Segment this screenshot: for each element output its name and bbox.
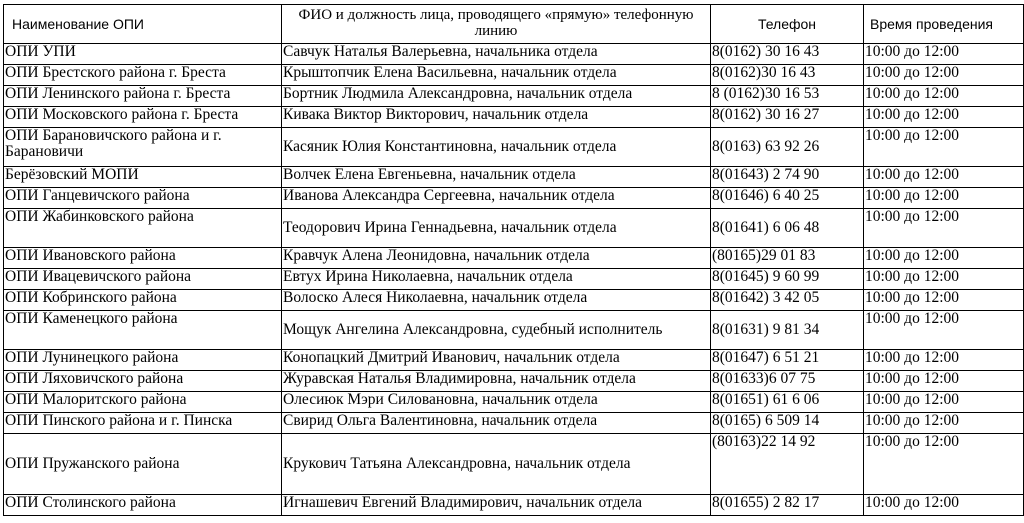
cell-phone: 8(0162) 30 16 27: [711, 107, 864, 128]
table-row: [4, 44, 1024, 65]
cell-name: ОПИ Каменецкого района: [4, 311, 282, 350]
cell-name: ОПИ Малоритского района: [4, 392, 282, 413]
cell-person: Свирид Ольга Валентиновна, начальник отдела: [282, 413, 711, 434]
cell-name: Берёзовский МОПИ: [4, 167, 282, 188]
header-person: ФИО и должность лица, проводящего «прямую» телефонную линию: [282, 5, 711, 44]
cell-time: 10:00 до 12:00: [864, 290, 1024, 311]
cell-name: ОПИ Жабинковского района: [4, 209, 282, 248]
cell-person: Иванова Александра Сергеевна, начальник отдела: [282, 188, 711, 209]
cell-time: 10:00 до 12:00: [864, 392, 1024, 413]
cell-person: Бортник Людмила Александровна, начальник отдела: [282, 86, 711, 107]
cell-person: Касяник Юлия Константиновна, начальник отдела: [282, 128, 711, 167]
header-name: Наименование ОПИ: [4, 5, 282, 44]
cell-phone: 8(01633)6 07 75: [711, 371, 864, 392]
table-body: [4, 44, 1024, 516]
table-row: [4, 350, 1024, 371]
cell-name: ОПИ Кобринского района: [4, 290, 282, 311]
cell-phone: 8(01646) 6 40 25: [711, 188, 864, 209]
table-row: [4, 188, 1024, 209]
table-row: [4, 290, 1024, 311]
cell-time: 10:00 до 12:00: [864, 248, 1024, 269]
cell-phone: 8(01642) 3 42 05: [711, 290, 864, 311]
cell-phone: (80163)22 14 92: [711, 434, 864, 495]
cell-person: Конопацкий Дмитрий Иванович, начальник отдела: [282, 350, 711, 371]
cell-phone: 8(01643) 2 74 90: [711, 167, 864, 188]
header-time: Время проведения: [864, 5, 1024, 44]
cell-name: ОПИ Ляховичского района: [4, 371, 282, 392]
cell-time: 10:00 до 12:00: [864, 167, 1024, 188]
table-row: [4, 434, 1024, 495]
cell-person: Крукович Татьяна Александровна, начальник отдела: [282, 434, 711, 495]
cell-time: 10:00 до 12:00: [864, 413, 1024, 434]
table-row: [4, 107, 1024, 128]
cell-person: Теодорович Ирина Геннадьевна, начальник отдела: [282, 209, 711, 248]
header-row: [4, 5, 1024, 44]
hotline-table: [3, 4, 1024, 516]
cell-phone: 8(01655) 2 82 17: [711, 495, 864, 516]
cell-phone: 8 (0162)30 16 53: [711, 86, 864, 107]
cell-name: ОПИ Московского района г. Бреста: [4, 107, 282, 128]
table-row: [4, 86, 1024, 107]
cell-phone: 8(01631) 9 81 34: [711, 311, 864, 350]
cell-person: Волчек Елена Евгеньевна, начальник отдела: [282, 167, 711, 188]
cell-phone: 8(01641) 6 06 48: [711, 209, 864, 248]
cell-time: 10:00 до 12:00: [864, 128, 1024, 167]
cell-name: ОПИ Ивановского района: [4, 248, 282, 269]
table-row: [4, 167, 1024, 188]
cell-person: Кивака Виктор Викторович, начальник отдела: [282, 107, 711, 128]
cell-name: ОПИ Ленинского района г. Бреста: [4, 86, 282, 107]
cell-name: ОПИ Лунинецкого района: [4, 350, 282, 371]
cell-person: Волоско Алеся Николаевна, начальник отдела: [282, 290, 711, 311]
cell-time: 10:00 до 12:00: [864, 311, 1024, 350]
cell-phone: 8(01651) 61 6 06: [711, 392, 864, 413]
table-row: [4, 392, 1024, 413]
table-row: [4, 65, 1024, 86]
cell-person: Савчук Наталья Валерьевна, начальника отдела: [282, 44, 711, 65]
cell-phone: 8(01647) 6 51 21: [711, 350, 864, 371]
cell-time: 10:00 до 12:00: [864, 65, 1024, 86]
cell-person: Журавская Наталья Владимировна, начальник отдела: [282, 371, 711, 392]
table-row: [4, 413, 1024, 434]
cell-name: ОПИ Ганцевичского района: [4, 188, 282, 209]
header-phone: Телефон: [711, 5, 864, 44]
cell-name: ОПИ Пружанского района: [4, 434, 282, 495]
table-row: [4, 248, 1024, 269]
cell-name: ОПИ УПИ: [4, 44, 282, 65]
cell-phone: 8(01645) 9 60 99: [711, 269, 864, 290]
cell-phone: 8(0163) 63 92 26: [711, 128, 864, 167]
cell-name: ОПИ Барановичского района и г. Барановичи: [4, 128, 282, 167]
cell-time: 10:00 до 12:00: [864, 188, 1024, 209]
cell-time: 10:00 до 12:00: [864, 371, 1024, 392]
cell-person: Евтух Ирина Николаевна, начальник отдела: [282, 269, 711, 290]
cell-time: 10:00 до 12:00: [864, 350, 1024, 371]
cell-time: 10:00 до 12:00: [864, 495, 1024, 516]
cell-person: Крыштопчик Елена Васильевна, начальник отдела: [282, 65, 711, 86]
cell-time: 10:00 до 12:00: [864, 86, 1024, 107]
cell-phone: 8(0165) 6 509 14: [711, 413, 864, 434]
cell-person: Мощук Ангелина Александровна, судебный исполнитель: [282, 311, 711, 350]
table-row: [4, 311, 1024, 350]
cell-time: 10:00 до 12:00: [864, 269, 1024, 290]
cell-name: ОПИ Брестского района г. Бреста: [4, 65, 282, 86]
table-row: [4, 371, 1024, 392]
table-row: [4, 269, 1024, 290]
cell-person: Олесиюк Мэри Силовановна, начальник отдела: [282, 392, 711, 413]
cell-time: 10:00 до 12:00: [864, 107, 1024, 128]
table-row: [4, 209, 1024, 248]
cell-name: ОПИ Ивацевичского района: [4, 269, 282, 290]
cell-person: Игнашевич Евгений Владимирович, начальник отдела: [282, 495, 711, 516]
cell-person: Кравчук Алена Леонидовна, начальник отдела: [282, 248, 711, 269]
cell-time: 10:00 до 12:00: [864, 209, 1024, 248]
cell-time: 10:00 до 12:00: [864, 44, 1024, 65]
cell-phone: (80165)29 01 83: [711, 248, 864, 269]
table-row: [4, 128, 1024, 167]
cell-name: ОПИ Столинского района: [4, 495, 282, 516]
cell-phone: 8(0162)30 16 43: [711, 65, 864, 86]
cell-name: ОПИ Пинского района и г. Пинска: [4, 413, 282, 434]
table-row: [4, 495, 1024, 516]
cell-phone: 8(0162) 30 16 43: [711, 44, 864, 65]
cell-time: 10:00 до 12:00: [864, 434, 1024, 495]
